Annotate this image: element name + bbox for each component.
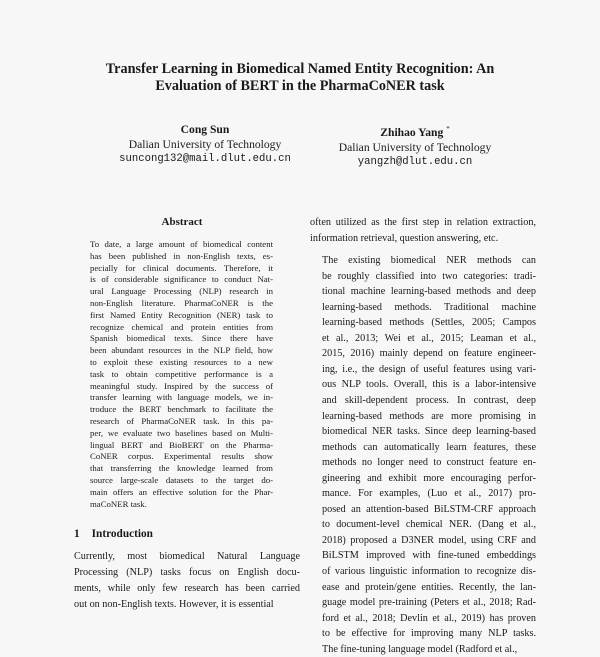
text-line: learning-based methods are more promising in bbox=[322, 410, 536, 422]
author-email: suncong132@mail.dlut.edu.cn bbox=[119, 153, 291, 165]
author-block bbox=[95, 122, 315, 167]
text-line: maCoNER task. bbox=[90, 498, 147, 509]
text-line: ural Language Processing (NLP) research in bbox=[90, 286, 273, 297]
text-line: first Named Entity Recognition (NER) task to bbox=[90, 309, 273, 320]
paragraph bbox=[310, 253, 536, 657]
text-line: troduce the BERT benchmark to facilitate the bbox=[90, 404, 273, 415]
author-name: Cong Sun bbox=[180, 123, 230, 136]
text-line: 2018) proposed a D3NER model, using CRF and bbox=[322, 534, 536, 546]
text-line: The existing biomedical NER methods can bbox=[322, 255, 536, 267]
text-line: be roughly classified into two categories: tradi- bbox=[322, 270, 536, 282]
text-line: Processing (NLP) tasks focus on English docu- bbox=[74, 566, 300, 578]
text-line: to exploit these existing resources to a new bbox=[90, 356, 273, 367]
text-line: learning-based methods. Traditional machine bbox=[322, 301, 536, 313]
text-line: to document-level chemical NER. (Dang et al., bbox=[322, 519, 536, 531]
title-line: Transfer Learning in Biomedical Named Entity Recognition: An bbox=[105, 61, 495, 77]
introduction-text bbox=[74, 549, 300, 613]
paragraph bbox=[310, 215, 536, 246]
text-line: mance. For examples, (Luo et al., 2017) pro- bbox=[322, 488, 536, 500]
text-line: per, we evaluate two baselines based on Multi- bbox=[90, 427, 273, 438]
abstract-heading: Abstract bbox=[161, 216, 203, 228]
text-line: Spanish biomedical texts. Since there have bbox=[90, 333, 273, 344]
text-line: gineering and exhibit more encouraging perfor- bbox=[322, 472, 536, 484]
text-line: Currently, most biomedical Natural Language bbox=[74, 551, 300, 562]
text-line: that transferring the knowledge learned from bbox=[90, 463, 273, 474]
text-line: guage model pre-training (Peters et al., 2018; Rad- bbox=[322, 597, 536, 609]
text-line: learning-based methods (Settles, 2005; Campos bbox=[322, 317, 536, 329]
author-block bbox=[305, 122, 525, 170]
text-line: ing, i.e., the design of useful features using vari- bbox=[322, 363, 536, 375]
text-line: main offers an effective solution for the Phar- bbox=[90, 486, 273, 497]
author-affiliation: Dalian University of Technology bbox=[338, 140, 492, 154]
text-line: has been published in non-English texts, es- bbox=[90, 250, 273, 261]
text-line: is of considerable significance to conduct Nat- bbox=[90, 274, 273, 285]
paper-title bbox=[70, 61, 530, 95]
text-line: CoNER corpus. Experimental results show bbox=[90, 451, 273, 462]
text-line: The fine-tuning language model (Radford et al., bbox=[322, 643, 518, 655]
text-line: recognize chemical and protein entities from bbox=[90, 321, 273, 332]
text-line: biomedical NER tasks. Since deep learning-based bbox=[322, 426, 536, 438]
text-line: ments, while only few research has been carried bbox=[74, 582, 300, 594]
text-line: and skill-dependent process. In contrast, deep bbox=[322, 395, 536, 407]
author-name: Zhihao Yang * bbox=[380, 125, 450, 139]
text-line: non-English literature. PharmaCoNER is the bbox=[90, 297, 273, 308]
text-line: information retrieval, question answering, etc. bbox=[310, 232, 499, 244]
text-line: transfer learning with language models, we in- bbox=[90, 392, 273, 403]
text-line: task to obtain competitive performance is a bbox=[90, 368, 273, 379]
text-line: ford et al., 2018; Devlin et al., 2019) has proven bbox=[322, 612, 536, 624]
text-line: pecially for clinical documents. Therefore, it bbox=[90, 262, 273, 273]
text-line: et al., 2013; Wei et al., 2015; Leaman et al., bbox=[322, 332, 536, 344]
text-line: often utilized as the first step in relation extraction, bbox=[310, 217, 536, 228]
title-line: Evaluation of BERT in the PharmaCoNER task bbox=[155, 78, 445, 94]
text-line: tional machine learning-based methods and deep bbox=[322, 286, 536, 298]
section-title: Introduction bbox=[91, 528, 153, 540]
text-line: of various linguistic information to recognize dis- bbox=[322, 566, 536, 578]
text-line: 2015, 2016) mainly depend on feature engineer- bbox=[322, 348, 536, 360]
text-line: methods can automatically learn features, these bbox=[322, 441, 536, 453]
text-line: been abundant resources in the NLP field, how bbox=[90, 345, 273, 356]
text-line: ease and protein/gene entities. Recently, the lan- bbox=[322, 581, 536, 593]
text-line: To date, a large amount of biomedical content bbox=[90, 239, 273, 249]
text-line: meaningful study. Inspired by the success of bbox=[90, 380, 273, 391]
section-number: 1 bbox=[74, 528, 80, 540]
author-email: yangzh@dlut.edu.cn bbox=[357, 155, 473, 168]
text-line: posed an attention-based BiLSTM-CRF approach bbox=[322, 503, 536, 515]
text-line: source large-scale datasets to the target do- bbox=[90, 474, 273, 485]
section-heading bbox=[74, 528, 153, 540]
text-line: methods no longer need to construct feature en- bbox=[322, 457, 536, 469]
author-affiliation: Dalian University of Technology bbox=[128, 138, 282, 151]
text-line: lingual BERT and BioBERT on the Pharma- bbox=[90, 439, 273, 450]
text-line: out on non-English texts. However, it is essential bbox=[74, 598, 274, 610]
text-line: to be effective for improving many NLP tasks. bbox=[322, 628, 536, 640]
text-line: ous NLP tools. Overall, this is a labor-intensive bbox=[322, 379, 536, 391]
abstract-body bbox=[90, 239, 273, 510]
text-line: research of PharmaCoNER task. In this pa- bbox=[90, 415, 273, 426]
right-column bbox=[310, 215, 536, 657]
corresponding-author-mark: * bbox=[446, 125, 450, 133]
text-line: BiLSTM improved with fine-tuned embeddings bbox=[322, 550, 536, 562]
